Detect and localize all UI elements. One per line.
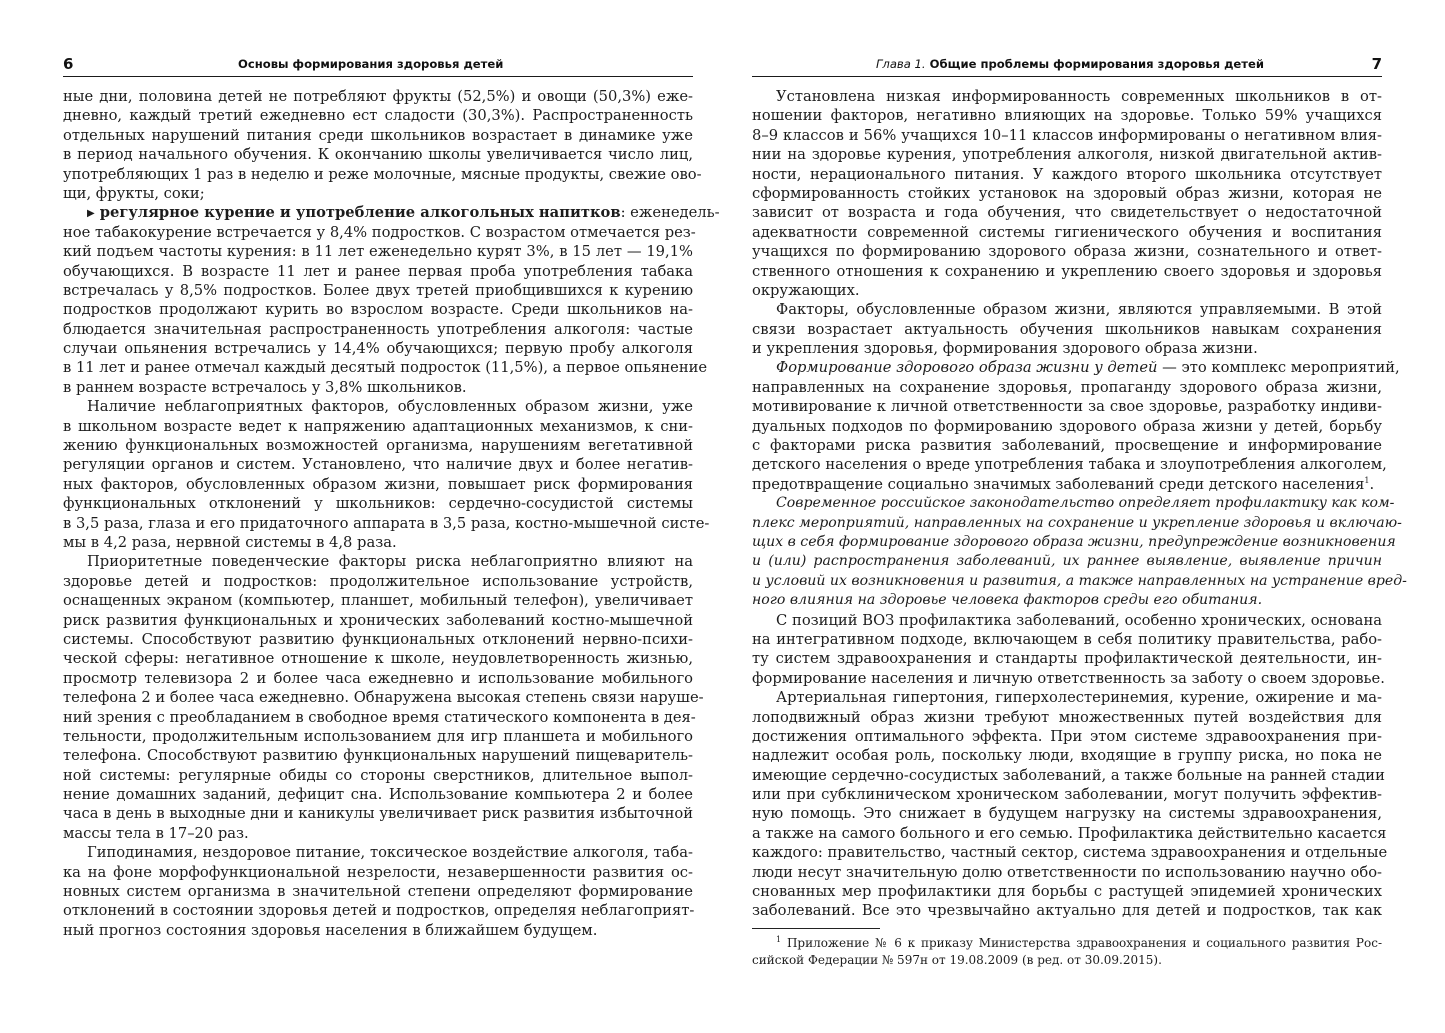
text-line: случаи опьянения встречались у 14,4% обучающихся; первую пробу алкоголя (63, 340, 693, 358)
right-page (752, 0, 1407, 1033)
text-line: риск развития функциональных и хронических заболеваний костно-мышечной (63, 611, 693, 629)
text-line: дневно, каждый третий ежедневно ест сладости (30,3%). Распространенность (63, 107, 693, 125)
body-text (752, 87, 1407, 921)
text-line: 8–9 классов и 56% учащихся 10–11 классов информированы о негативном влия- (752, 126, 1382, 144)
text-line: подростков продолжают курить во взрослом возрасте. Среди школьников на- (63, 301, 693, 319)
text-line: Приоритетные поведенческие факторы риска неблагоприятно влияют на (87, 553, 693, 571)
text-line: дуальных подходов по формированию здорового образа жизни у детей, борьбу (752, 417, 1382, 435)
text-line: заболеваний. Все это чрезвычайно актуально для детей и подростков, так как (752, 902, 1382, 920)
left-page (63, 0, 720, 1033)
italic-line: щих в себя формирование здорового образа жизни, предупреждение возникновения (752, 533, 1396, 550)
footnote-line: сийской Федерации № 597н от 19.08.2009 (в ред. от 30.09.2015). (752, 953, 1162, 967)
text-line: в школьном возрасте ведет к напряжению адаптационных механизмов, к сни- (63, 417, 693, 435)
text-line: мы в 4,2 раза, нервной системы в 4,8 раза. (63, 533, 397, 551)
text-line: формирование населения и личную ответственность за заботу о своем здоровье. (752, 669, 1385, 687)
text-line: оснащенных экраном (компьютер, планшет, мобильный телефон), увеличивает (63, 592, 693, 610)
text-line: тельности, продолжительным использованием для игр планшета и мобильного (63, 727, 693, 745)
definition-term: Формирование здорового образа жизни у детей (776, 359, 1158, 377)
text-line: блюдается значительная распространенность употребления алкоголя: частые (63, 320, 693, 338)
text-line: телефона. Способствуют развитию функциональных нарушений пищеваритель- (63, 747, 693, 765)
definition-line (752, 358, 1400, 377)
page-number: 7 (1371, 55, 1382, 73)
chapter-label: Глава 1. (875, 57, 926, 71)
text-line: ка на фоне морфофункциональной незрелости, незавершенности развития ос- (63, 863, 693, 881)
text-line: а также на самого больного и его семью. Профилактика действительно касается (752, 824, 1387, 842)
text-line: новных систем организма в значительной степени определяют формирование (63, 883, 693, 901)
italic-line: Современное российское законодательство определяет профилактику как ком- (776, 495, 1395, 512)
text-line: адекватности современной системы гигиенического обучения и воспитания (752, 223, 1382, 241)
text-line: массы тела в 17–20 раз. (63, 824, 249, 842)
text-line: Факторы, обусловленные образом жизни, являются управляемыми. В этой (776, 301, 1382, 319)
text-line: кий подъем частоты курения: в 11 лет еженедельно курят 3%, в 15 лет — 19,1% (63, 243, 693, 261)
text-line: обучающихся. В возрасте 11 лет и ранее первая проба употребления табака (63, 262, 693, 280)
text-line: достижения оптимального эффекта. При этом системе здравоохранения при- (752, 727, 1382, 745)
text-line: сформированность стойких установок на здоровый образ жизни, которая не (752, 184, 1382, 202)
text-line: каждого: правительство, частный сектор, система здравоохранения и отдельные (752, 844, 1388, 862)
text-line: просмотр телевизора 2 и более часа ежедневно и использование мобильного (63, 669, 693, 687)
text-line: здоровье детей и подростков: продолжительное использование устройств, (63, 572, 693, 590)
text-line: или при субклиническом хроническом заболевании, могут получить эффектив- (752, 786, 1382, 804)
footnote-ref[interactable]: 1 (1364, 475, 1370, 485)
text-line: ную помощь. Это снижает в будущем нагрузку на системы здравоохранения, (752, 805, 1382, 823)
text-line: учащихся по формированию здорового образа жизни, сознательного и ответ- (752, 243, 1382, 261)
text-line: употребляющих 1 раз в неделю и реже молочные, мясные продукты, свежие ово- (63, 165, 702, 183)
text-line: в период начального обучения. К окончанию школы увеличивается число лиц, (63, 146, 693, 164)
text-line: в 3,5 раза, глаза и его придаточного аппарата в 3,5 раза, костно-мышечной систе- (63, 514, 710, 532)
text-line: в 11 лет и ранее отмечал каждый десятый подросток (11,5%), а первое опьянение (63, 359, 708, 377)
text-line: щи, фрукты, соки; (63, 184, 205, 202)
text-line: ческой сферы: негативное отношение к школе, неудовлетворенность жизнью, (63, 650, 693, 668)
text-line: ный прогноз состояния здоровья населения в ближайшем будущем. (63, 921, 598, 939)
italic-line: и условий их возникновения и развития, а также направленных на устранение вред- (752, 572, 1407, 589)
definition-text: — это комплекс мероприятий, (1157, 359, 1400, 377)
text-line: на интегративном подходе, включающем в себя политику правительства, рабо- (752, 630, 1382, 648)
footnote-text: Приложение № 6 к приказу Министерства здравоохранения и социального развития Рос- (786, 936, 1382, 950)
text-line: функциональных отклонений у школьников: сердечно-сосудистой системы (63, 495, 693, 513)
running-head (63, 54, 693, 77)
text-line: ные дни, половина детей не потребляют фрукты (52,5%) и овощи (50,3%) еже- (63, 88, 693, 105)
text-line: ту систем здравоохранения и стандарты профилактической деятельности, ин- (752, 650, 1382, 668)
text-line: нии на здоровье курения, употребления алкоголя, низкой двигательной актив- (752, 146, 1382, 164)
text-line: окружающих. (752, 281, 860, 299)
text-line: ношении факторов, негативно влияющих на здоровье. Только 59% учащихся (752, 107, 1382, 125)
footnote (752, 935, 1382, 969)
running-title: Основы формирования здоровья детей (238, 57, 504, 71)
italic-line: и (или) распространения заболеваний, их раннее выявление, выявление причин (752, 553, 1382, 570)
text-line: люди несут значительную долю ответственности по использованию научно обо- (752, 863, 1382, 881)
text-line: зависит от возраста и года обучения, что свидетельствует о недостаточной (752, 204, 1382, 222)
text-line: надлежит особая роль, поскольку люди, входящие в группу риска, но пока не (752, 747, 1382, 765)
page-number: 6 (63, 55, 74, 73)
bullet-item (63, 203, 720, 222)
text-line: с факторами риска развития заболеваний, просвещение и информирование (752, 437, 1382, 455)
text-line: системы. Способствуют развитию функциональных отклонений нервно-психи- (63, 630, 693, 648)
text-line: направленных на сохранение здоровья, пропаганду здорового образа жизни, (752, 378, 1382, 396)
footnote-marker: 1 (776, 935, 782, 944)
text-line: ных факторов, обусловленных образом жизни, повышает риск формирования (63, 475, 693, 493)
text-line: имеющие сердечно-сосудистых заболеваний, а также больные на ранней стадии (752, 766, 1385, 784)
text-line: Наличие неблагоприятных факторов, обусловленных образом жизни, уже (87, 398, 693, 416)
text-line: телефона 2 и более часа ежедневно. Обнаружена высокая степень связи наруше- (63, 689, 704, 707)
chapter-title: Общие проблемы формирования здоровья детей (929, 57, 1264, 71)
text-line: С позиций ВОЗ профилактика заболеваний, особенно хронических, основана (776, 611, 1382, 629)
text-line: ное табакокурение встречается у 8,4% подростков. С возрастом отмечается рез- (63, 223, 696, 241)
triangle-bullet-icon: ▶ (87, 208, 95, 220)
text-line: встречалась у 8,5% подростков. Более двух третей приобщившихся к курению (63, 281, 693, 299)
text-line: в раннем возрасте встречалось у 3,8% школьников. (63, 378, 467, 396)
text-line: жению функциональных возможностей организма, нарушениям вегетативной (63, 437, 693, 455)
text-line: Артериальная гипертония, гиперхолестеринемия, курение, ожирение и ма- (776, 689, 1382, 707)
text-line: ности, нерационального питания. У каждого второго школьника отсутствует (752, 165, 1382, 183)
text-line: мотивирование к личной ответственности за свое здоровье, разработку индиви- (752, 398, 1382, 416)
text-line: регуляции органов и систем. Установлено, что наличие двух и более негатив- (63, 456, 693, 474)
text-line: ственного отношения к сохранению и укреплению своего здоровья и здоровья (752, 262, 1382, 280)
text-line: ний зрения с преобладанием в свободное время статического компонента в дея- (63, 708, 696, 726)
text-line: нение домашних заданий, дефицит сна. Использование компьютера 2 и более (63, 786, 693, 804)
text-line: Гиподинамия, нездоровое питание, токсическое воздействие алкоголя, таба- (87, 844, 693, 862)
running-head (752, 54, 1382, 77)
bullet-text: : еженедель- (620, 204, 720, 222)
italic-line: ного влияния на здоровье человека факторов среды его обитания. (752, 592, 1263, 609)
text-line: лоподвижный образ жизни требуют множественных путей воздействия для (752, 708, 1382, 726)
text-line: Установлена низкая информированность современных школьников в от- (776, 88, 1382, 105)
definition-last-line: предотвращение социально значимых заболеваний среди детского населения$^1$. (752, 475, 1375, 493)
bullet-heading: регулярное курение и употребление алкогольных напитков (99, 204, 621, 222)
text-line: отдельных нарушений питания среди школьников возрастает в динамике уже (63, 126, 693, 144)
text-line: связи возрастает актуальность обучения школьников навыкам сохранения (752, 320, 1382, 338)
text-line: отклонений в состоянии здоровья детей и подростков, определяя неблагоприят- (63, 902, 695, 920)
text-span: предотвращение социально значимых заболеваний среди детского населения (752, 475, 1365, 493)
text-line: часа в день в выходные дни и каникулы увеличивает риск развития избыточной (63, 805, 693, 823)
text-line: и укрепления здоровья, формирования здорового образа жизни. (752, 340, 1258, 358)
body-text (63, 87, 720, 940)
footnote-line (752, 935, 1382, 952)
footnote-divider (752, 928, 880, 929)
italic-line: плекс мероприятий, направленных на сохранение и укрепление здоровья и включаю- (752, 514, 1402, 531)
text-line: детского населения о вреде употребления табака и злоупотребления алкоголем, (752, 456, 1387, 474)
text-line: снованных мер профилактики для борьбы с растущей эпидемией хронических (752, 883, 1382, 901)
running-title (876, 57, 1264, 71)
text-line: ной системы: регулярные обиды со стороны сверстников, длительное выпол- (63, 766, 693, 784)
